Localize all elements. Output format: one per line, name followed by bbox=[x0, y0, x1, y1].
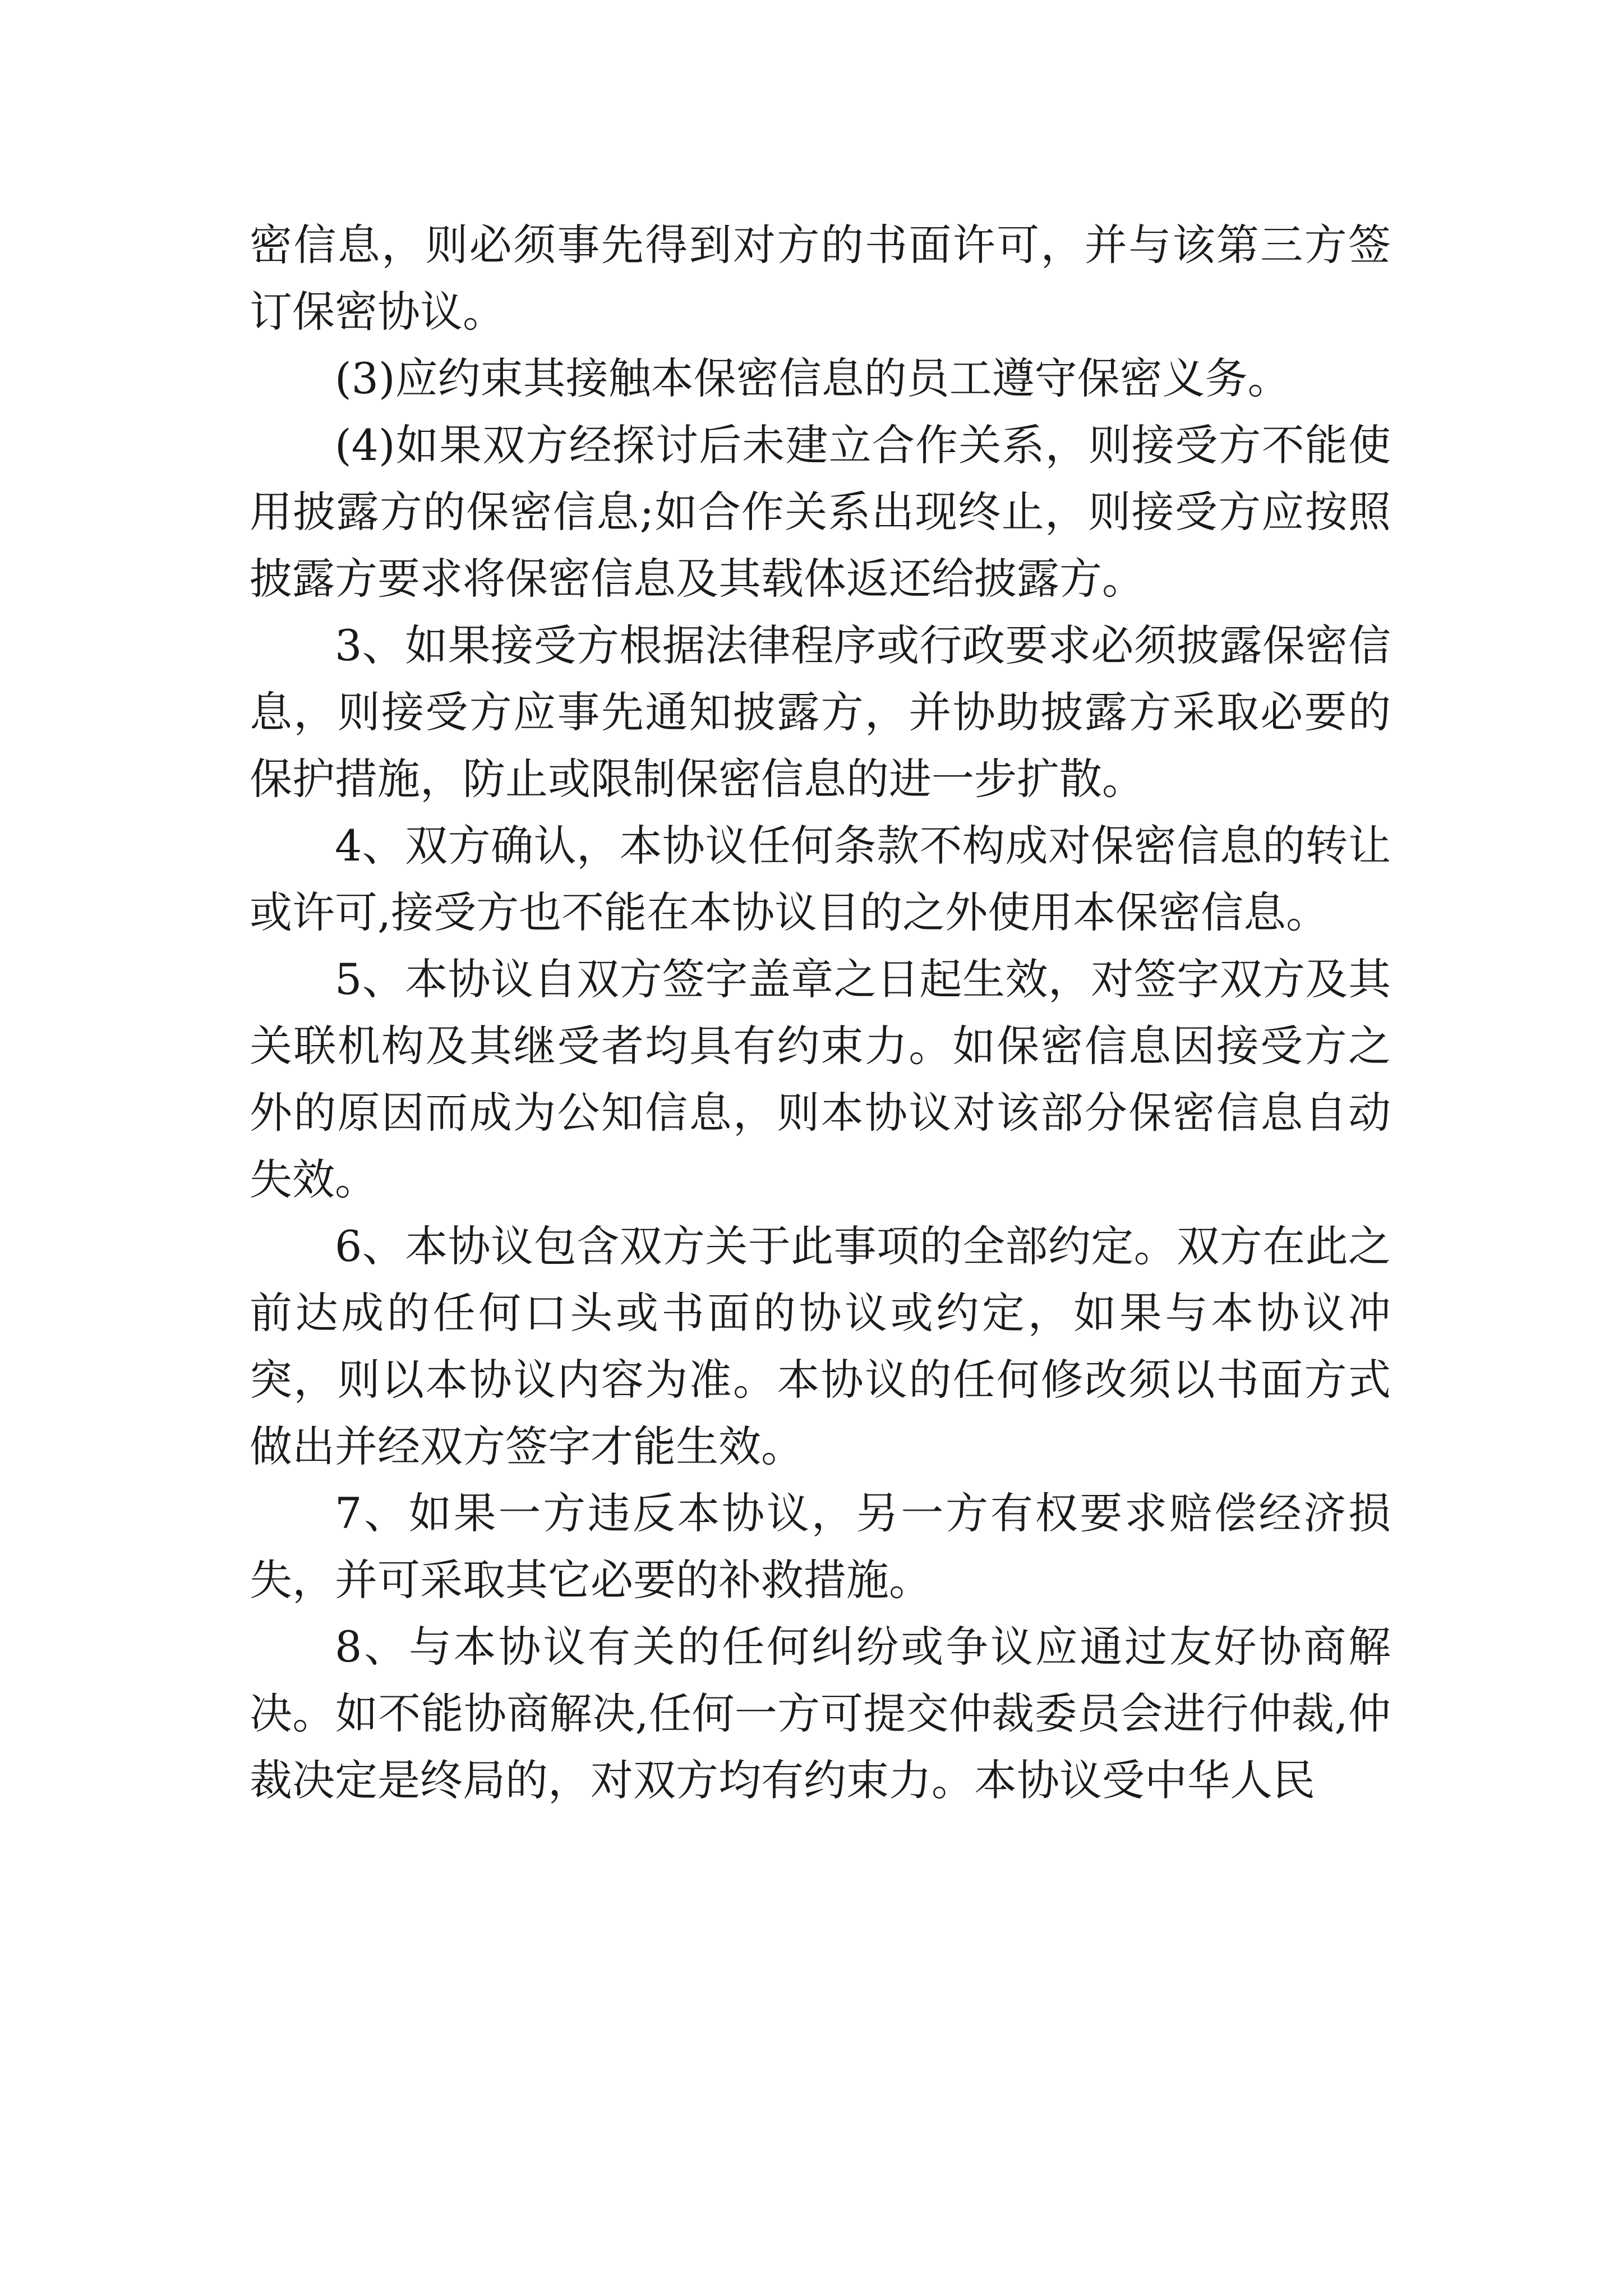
paragraph-item-4: 4、双方确认，本协议任何条款不构成对保密信息的转让或许可,接受方也不能在本协议目的之外使用本保密信息。 bbox=[250, 821, 1391, 937]
paragraph-clause-3: (3)应约束其接触本保密信息的员工遵守保密义务。 bbox=[335, 353, 1290, 403]
paragraph-clause-4: (4)如果双方经探讨后未建立合作关系，则接受方不能使用披露方的保密信息;如合作关系出现终止，则接受方应按照披露方要求将保密信息及其载体返还给披露方。 bbox=[250, 420, 1391, 604]
paragraph-continuation: 密信息，则必须事先得到对方的书面许可，并与该第三方签订保密协议。 bbox=[250, 220, 1391, 337]
paragraph-item-7: 7、如果一方违反本协议，另一方有权要求赔偿经济损失，并可采取其它必要的补救措施。 bbox=[250, 1488, 1391, 1605]
paragraph-item-5: 5、本协议自双方签字盖章之日起生效，对签字双方及其关联机构及其继受者均具有约束力。如保密信息因接受方之外的原因而成为公知信息，则本协议对该部分保密信息自动失效。 bbox=[250, 954, 1391, 1204]
document-page bbox=[250, 211, 1391, 1814]
paragraph-item-6: 6、本协议包含双方关于此事项的全部约定。双方在此之前达成的任何口头或书面的协议或约定，如果与本协议冲突，则以本协议内容为准。本协议的任何修改须以书面方式做出并经双方签字才能生效。 bbox=[250, 1221, 1391, 1471]
paragraph-item-3: 3、如果接受方根据法律程序或行政要求必须披露保密信息，则接受方应事先通知披露方，并协助披露方采取必要的保护措施，防止或限制保密信息的进一步扩散。 bbox=[250, 620, 1391, 804]
paragraph-item-8: 8、与本协议有关的任何纠纷或争议应通过友好协商解决。如不能协商解决,任何一方可提交仲裁委员会进行仲裁,仲裁决定是终局的，对双方均有约束力。本协议受中华人民 bbox=[250, 1622, 1391, 1805]
